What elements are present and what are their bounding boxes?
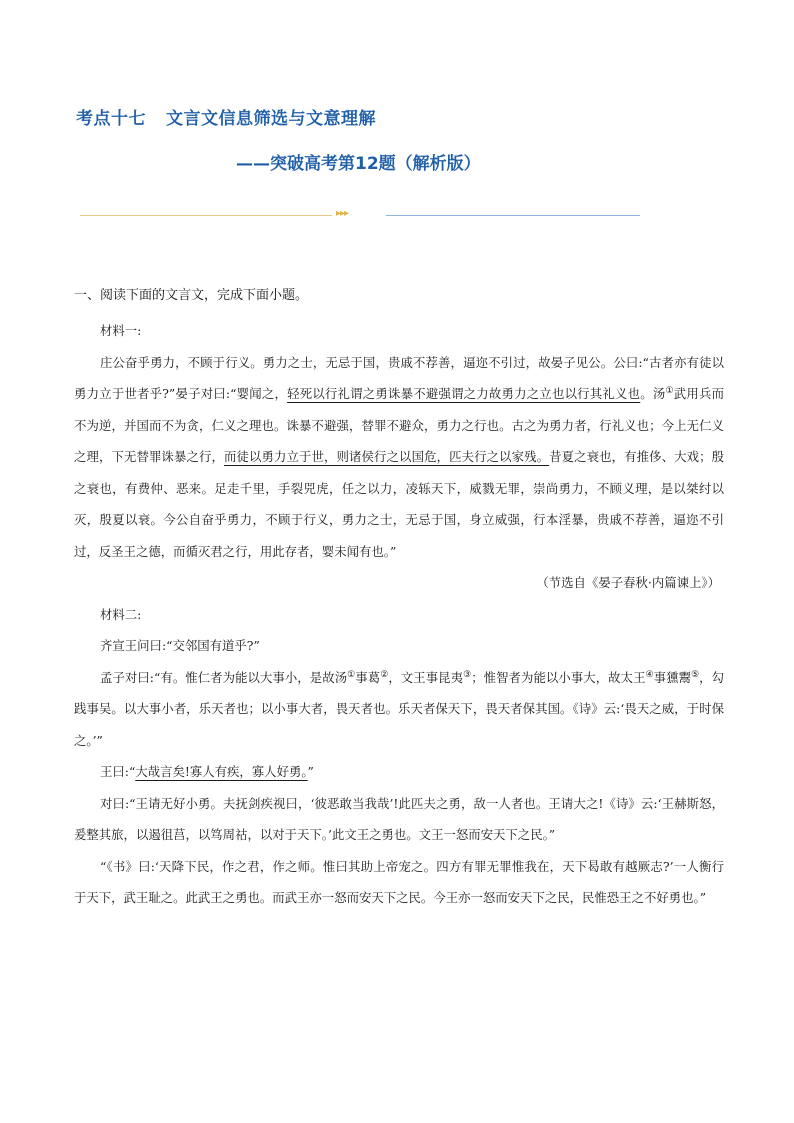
footnote-marker: ③ (463, 669, 472, 680)
title-topic-number: 考点十七 (76, 109, 146, 129)
material2-paragraph-4: 对曰:“王请无好小勇。夫抚剑疾视曰，‘彼恶敢当我哉’!此匹夫之勇，敌一人者也。王请大之!《诗》云:‘王赫斯怒，爰整其旅，以遏徂莒，以笃周祜，以对于天下。’此文王之勇也。文王一怒而安天下之民。” (74, 795, 724, 842)
footnote-marker: ① (347, 669, 356, 680)
material1-label: 材料一: (100, 323, 142, 338)
material2-paragraph-3: 王曰:“大哉言矣!寡人有疾，寡人好勇。” (100, 764, 314, 779)
title-topic-name: 文言文信息筛选与文意理解 (166, 109, 376, 129)
material1-paragraph: 庄公奋乎勇力，不顾于行义。勇力之士，无忌于国，贵戚不荐善，逼迩不引过，故晏子见公。公曰:“古者亦有徒以勇力立于世者乎?”晏子对曰:“婴闻之，轻死以行礼谓之勇诛暴不避强谓之力故勇力之立也以行其礼义也。汤①武用兵而不为逆，并国而不为贪，仁义之理也。诛暴不避强，替罪不避众，勇力之行也。古之为勇力者，行礼义也；今上无仁义之理，下无替罪诛暴之行，而徒以勇力立于世，则诸侯行之以国危，匹夫行之以家残。昔夏之衰也，有推侈、大戏；殷之衰也，有费仲、恶来。足走千里，手裂兕虎，任之以力，凌轹天下，威戮无罪，崇尚勇力，不顾义理，是以桀纣以灭，殷夏以衰。今公自奋乎勇力，不顾于行义，勇力之士，无忌于国，身立威强，行本淫暴，贵戚不荐善，逼迩不引过，反圣王之德，而循灭君之行，用此存者，婴未闻有也。” (74, 354, 725, 559)
question-body (74, 286, 724, 914)
title-divider (80, 208, 640, 224)
footnote-marker: ④ (645, 669, 654, 680)
footnote-marker: ⑤ (691, 669, 700, 680)
underlined-sentence-2: 而徒以勇力立于世，则诸侯行之以国危，匹夫行之以家残。 (224, 449, 550, 464)
divider-line-left (80, 215, 332, 216)
page-subtitle: ——突破高考第12题（解析版） (236, 154, 481, 174)
material2-paragraph-2: 孟子对曰:“有。惟仁者为能以大事小，是故汤①事葛②，文王事昆夷③；惟智者为能以小事大，故太王④事獯鬻⑤，勾践事吴。以大事小者，乐天者也；以小事大者，畏天者也。乐天者保天下，畏天者保其国。《诗》云:‘畏天之威，于时保之。’” (74, 669, 725, 748)
divider-arrows-icon: ▸▸▸ (336, 208, 349, 219)
underlined-sentence-1: 轻死以行礼谓之勇诛暴不避强谓之力故勇力之立也以行其礼义也 (287, 386, 641, 401)
material2-label: 材料二: (100, 606, 142, 622)
footnote-marker: ① (665, 385, 674, 396)
page-title (76, 104, 376, 129)
material1-source: （节选自《晏子春秋·内篇谏上》） (536, 575, 720, 590)
material2-paragraph-5: “《书》曰:‘天降下民，作之君，作之师。惟曰其助上帝宠之。四方有罪无罪惟我在，天下曷敢有越厥志?’一人衡行于天下，武王耻之。此武王之勇也。而武王亦一怒而安天下之民。今王亦一怒而安天下之民，民惟恐王之不好勇也。” (74, 858, 724, 905)
underlined-sentence-3: 大哉言矣!寡人有疾，寡人好勇。 (135, 764, 308, 779)
footnote-marker: ② (380, 669, 389, 680)
material2-paragraph-1: 齐宣王问曰:“交邻国有道乎?” (100, 638, 260, 653)
divider-line-right (386, 215, 640, 216)
question-heading: 一、阅读下面的文言文，完成下面小题。 (74, 288, 309, 303)
